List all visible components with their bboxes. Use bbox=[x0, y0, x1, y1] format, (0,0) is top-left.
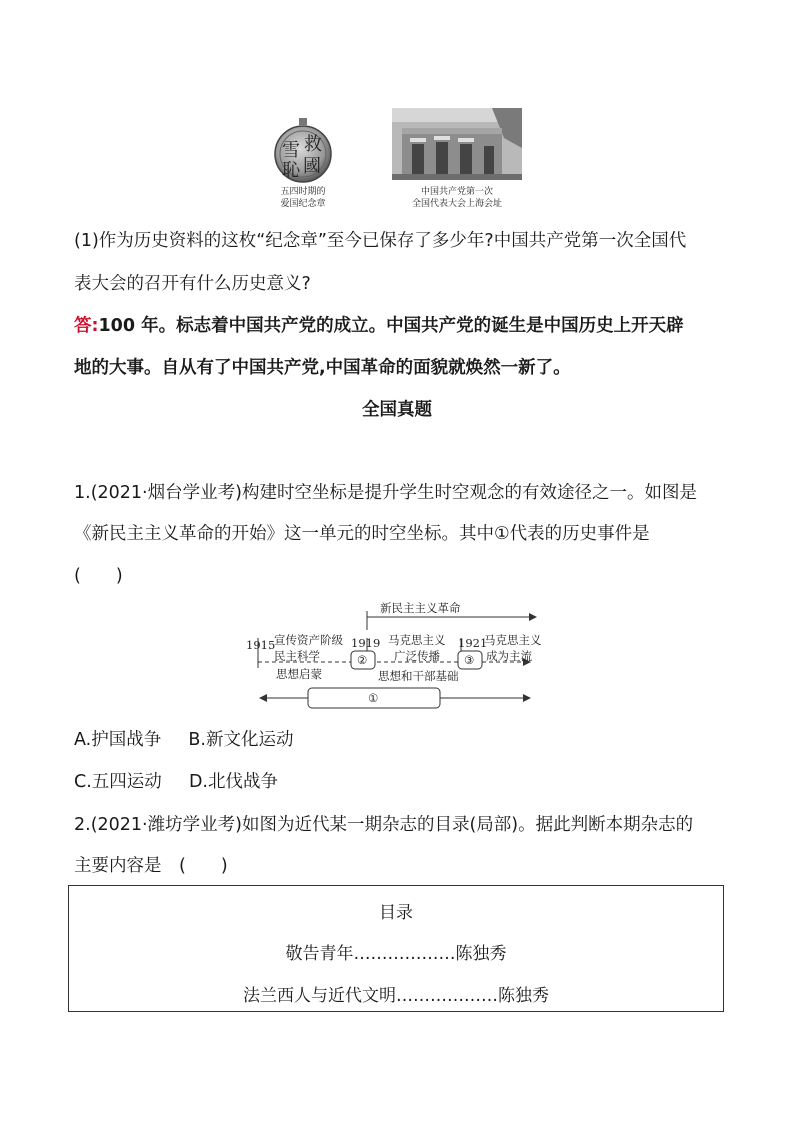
sub-question-text: (1)作为历史资料的这枚“纪念章”至今已保存了多少年?中国共产党第一次全国代 bbox=[74, 231, 687, 251]
answer-label: 答: bbox=[74, 316, 99, 336]
timeline-text: 成为主流 bbox=[486, 649, 532, 663]
timeline-year-1921: 1921 bbox=[458, 636, 488, 650]
sub-question-text: 表大会的召开有什么历史意义? bbox=[74, 274, 311, 294]
answer-text: 答:100 年。标志着中国共产党的成立。中国共产党的诞生是中国历史上开天辟 bbox=[74, 316, 684, 336]
site-caption: 中国共产党第一次 全国代表大会上海会址 bbox=[411, 187, 502, 209]
toc-title: 目录 bbox=[379, 903, 413, 923]
question-1-text: 1.(2021·烟台学业考)构建时空坐标是提升学生时空观念的有效途径之一。如图是 bbox=[74, 483, 697, 503]
timeline-label-new-democratic-revolution: 新民主主义革命 bbox=[380, 601, 461, 615]
timeline-text: 宣传资产阶级 bbox=[274, 633, 343, 647]
badge-char: 恥 bbox=[282, 160, 300, 181]
badge-caption: 五四时期的 爱国纪念章 bbox=[280, 187, 326, 209]
toc-entry: 敬告青年………………陈独秀 bbox=[285, 944, 507, 964]
answer-text: 地的大事。自从有了中国共产党,中国革命的面貌就焕然一新了。 bbox=[74, 358, 571, 378]
magazine-toc-box bbox=[68, 885, 724, 1012]
answer-blank: ( ) bbox=[74, 566, 123, 586]
timeline-text: 思想和干部基础 bbox=[378, 669, 459, 683]
badge-char: 救 bbox=[304, 134, 322, 155]
timeline-text: 马克思主义 bbox=[388, 633, 446, 647]
option-a[interactable]: A.护国战争 bbox=[74, 730, 162, 750]
timeline-box-1: ① bbox=[368, 691, 379, 705]
timeline-text: 民主科学 bbox=[274, 649, 320, 663]
question-1-text: 《新民主主义革命的开始》这一单元的时空坐标。其中①代表的历史事件是 bbox=[74, 524, 650, 544]
question-2-text: 2.(2021·潍坊学业考)如图为近代某一期杂志的目录(局部)。据此判断本期杂志的 bbox=[74, 815, 694, 835]
timeline-year-1919: 1919 bbox=[351, 636, 381, 650]
timeline-text: 马克思主义 bbox=[484, 633, 542, 647]
badge-char: 雪 bbox=[282, 140, 300, 161]
timeline-box-2: ② bbox=[357, 653, 368, 667]
timeline-text: 广泛传播 bbox=[394, 649, 440, 663]
site-photo bbox=[392, 108, 522, 180]
option-d[interactable]: D.北伐战争 bbox=[188, 772, 278, 792]
toc-entry: 法兰西人与近代文明………………陈独秀 bbox=[243, 986, 549, 1006]
option-b[interactable]: B.新文化运动 bbox=[188, 730, 294, 750]
option-row bbox=[74, 763, 278, 801]
timeline-box-3: ③ bbox=[464, 653, 475, 667]
timeline-year-1915: 1915 bbox=[246, 638, 276, 652]
timeline-diagram bbox=[240, 598, 550, 714]
badge-photo bbox=[272, 118, 334, 184]
option-row bbox=[74, 721, 293, 759]
section-title: 全国真题 bbox=[362, 400, 432, 420]
timeline-text: 思想启蒙 bbox=[276, 667, 322, 681]
question-2-text: 主要内容是 ( ) bbox=[74, 856, 228, 876]
option-c[interactable]: C.五四运动 bbox=[74, 772, 162, 792]
badge-char: 國 bbox=[303, 156, 321, 177]
